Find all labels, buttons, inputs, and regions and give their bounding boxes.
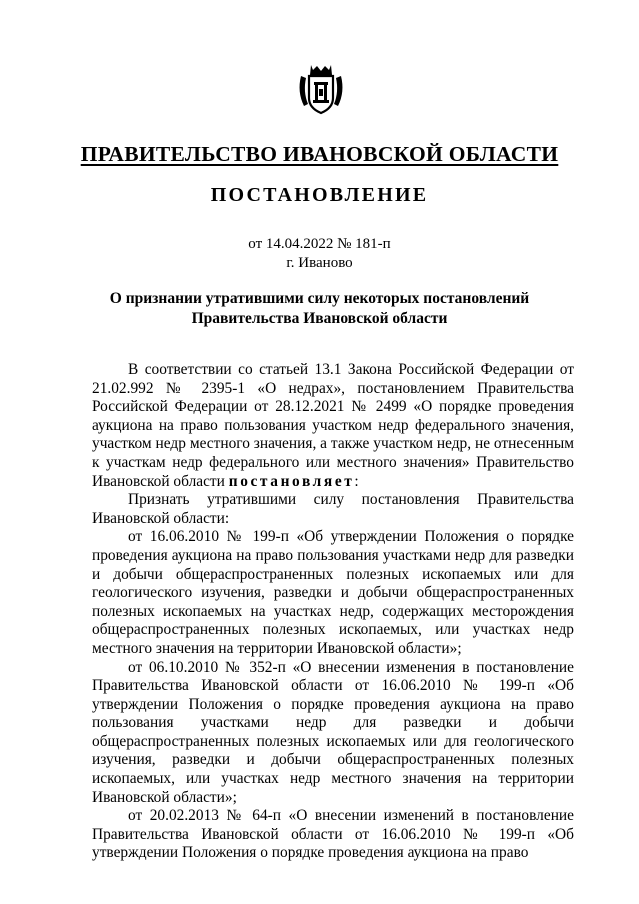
government-title: ПРАВИТЕЛЬСТВО ИВАНОВСКОЙ ОБЛАСТИ [80,142,559,166]
list-item: от 06.10.2010 № 352-п «О внесении изменения в постановление Правительства Ивановской области от 16.06.2010 № 199-п «Об утверждении Положения о порядке проведения аукциона на право пользования участками недр для разведки и добычи общераспространенных полезных ископаемых или для геологического изучения, разведки и добычи общераспространенных полезных ископаемых, или участках недр местного значения на территории Ивановской области»; [92,658,574,806]
coat-of-arms-emblem [297,62,345,116]
preamble-end: : [354,472,359,490]
document-date-number: от 14.04.2022 № 181-п [248,236,391,252]
list-item: от 16.06.2010 № 199-п «Об утверждении Положения о порядке проведения аукциона на право пользования участками недр для разведки и добычи общераспространенных полезных ископаемых или для геологического изучения, разведки и добычи общераспространенных полезных ископаемых на участках недр, содержащих месторождения общераспространенных полезных ископаемых, или участках недр местного значения на территории Ивановской области»; [92,528,574,657]
document-subject [0,289,639,329]
subject-line: Правительства Ивановской области [191,310,448,327]
decree-word: постановляет [228,472,355,490]
list-item: от 20.02.2013 № 64-п «О внесении изменений в постановление Правительства Ивановской области от 16.06.2010 № 199-п «Об утверждении Положения о порядке проведения аукциона на право [92,807,574,862]
preamble-paragraph [92,361,574,491]
document-body [92,361,574,863]
document-type-heading: ПОСТАНОВЛЕНИЕ [210,184,429,206]
subject-line: О признании утратившими силу некоторых постановлений [109,290,530,307]
intro-paragraph: Признать утратившими силу постановления Правительства Ивановской области: [92,491,574,527]
document-city: г. Иваново [286,255,353,271]
preamble-text: В соответствии со статьей 13.1 Закона Российской Федерации от 21.02.992 № 2395-1 «О недрах», постановлением Правительства Российской Федерации от 28.12.2021 № 2499 «О порядке проведения аукциона на право пользования участком недр федерального значения, участком недр местного значения, а также участком недр, не отнесенным к участкам недр федерального или местного значения» Правительство Ивановской области [92,361,574,490]
